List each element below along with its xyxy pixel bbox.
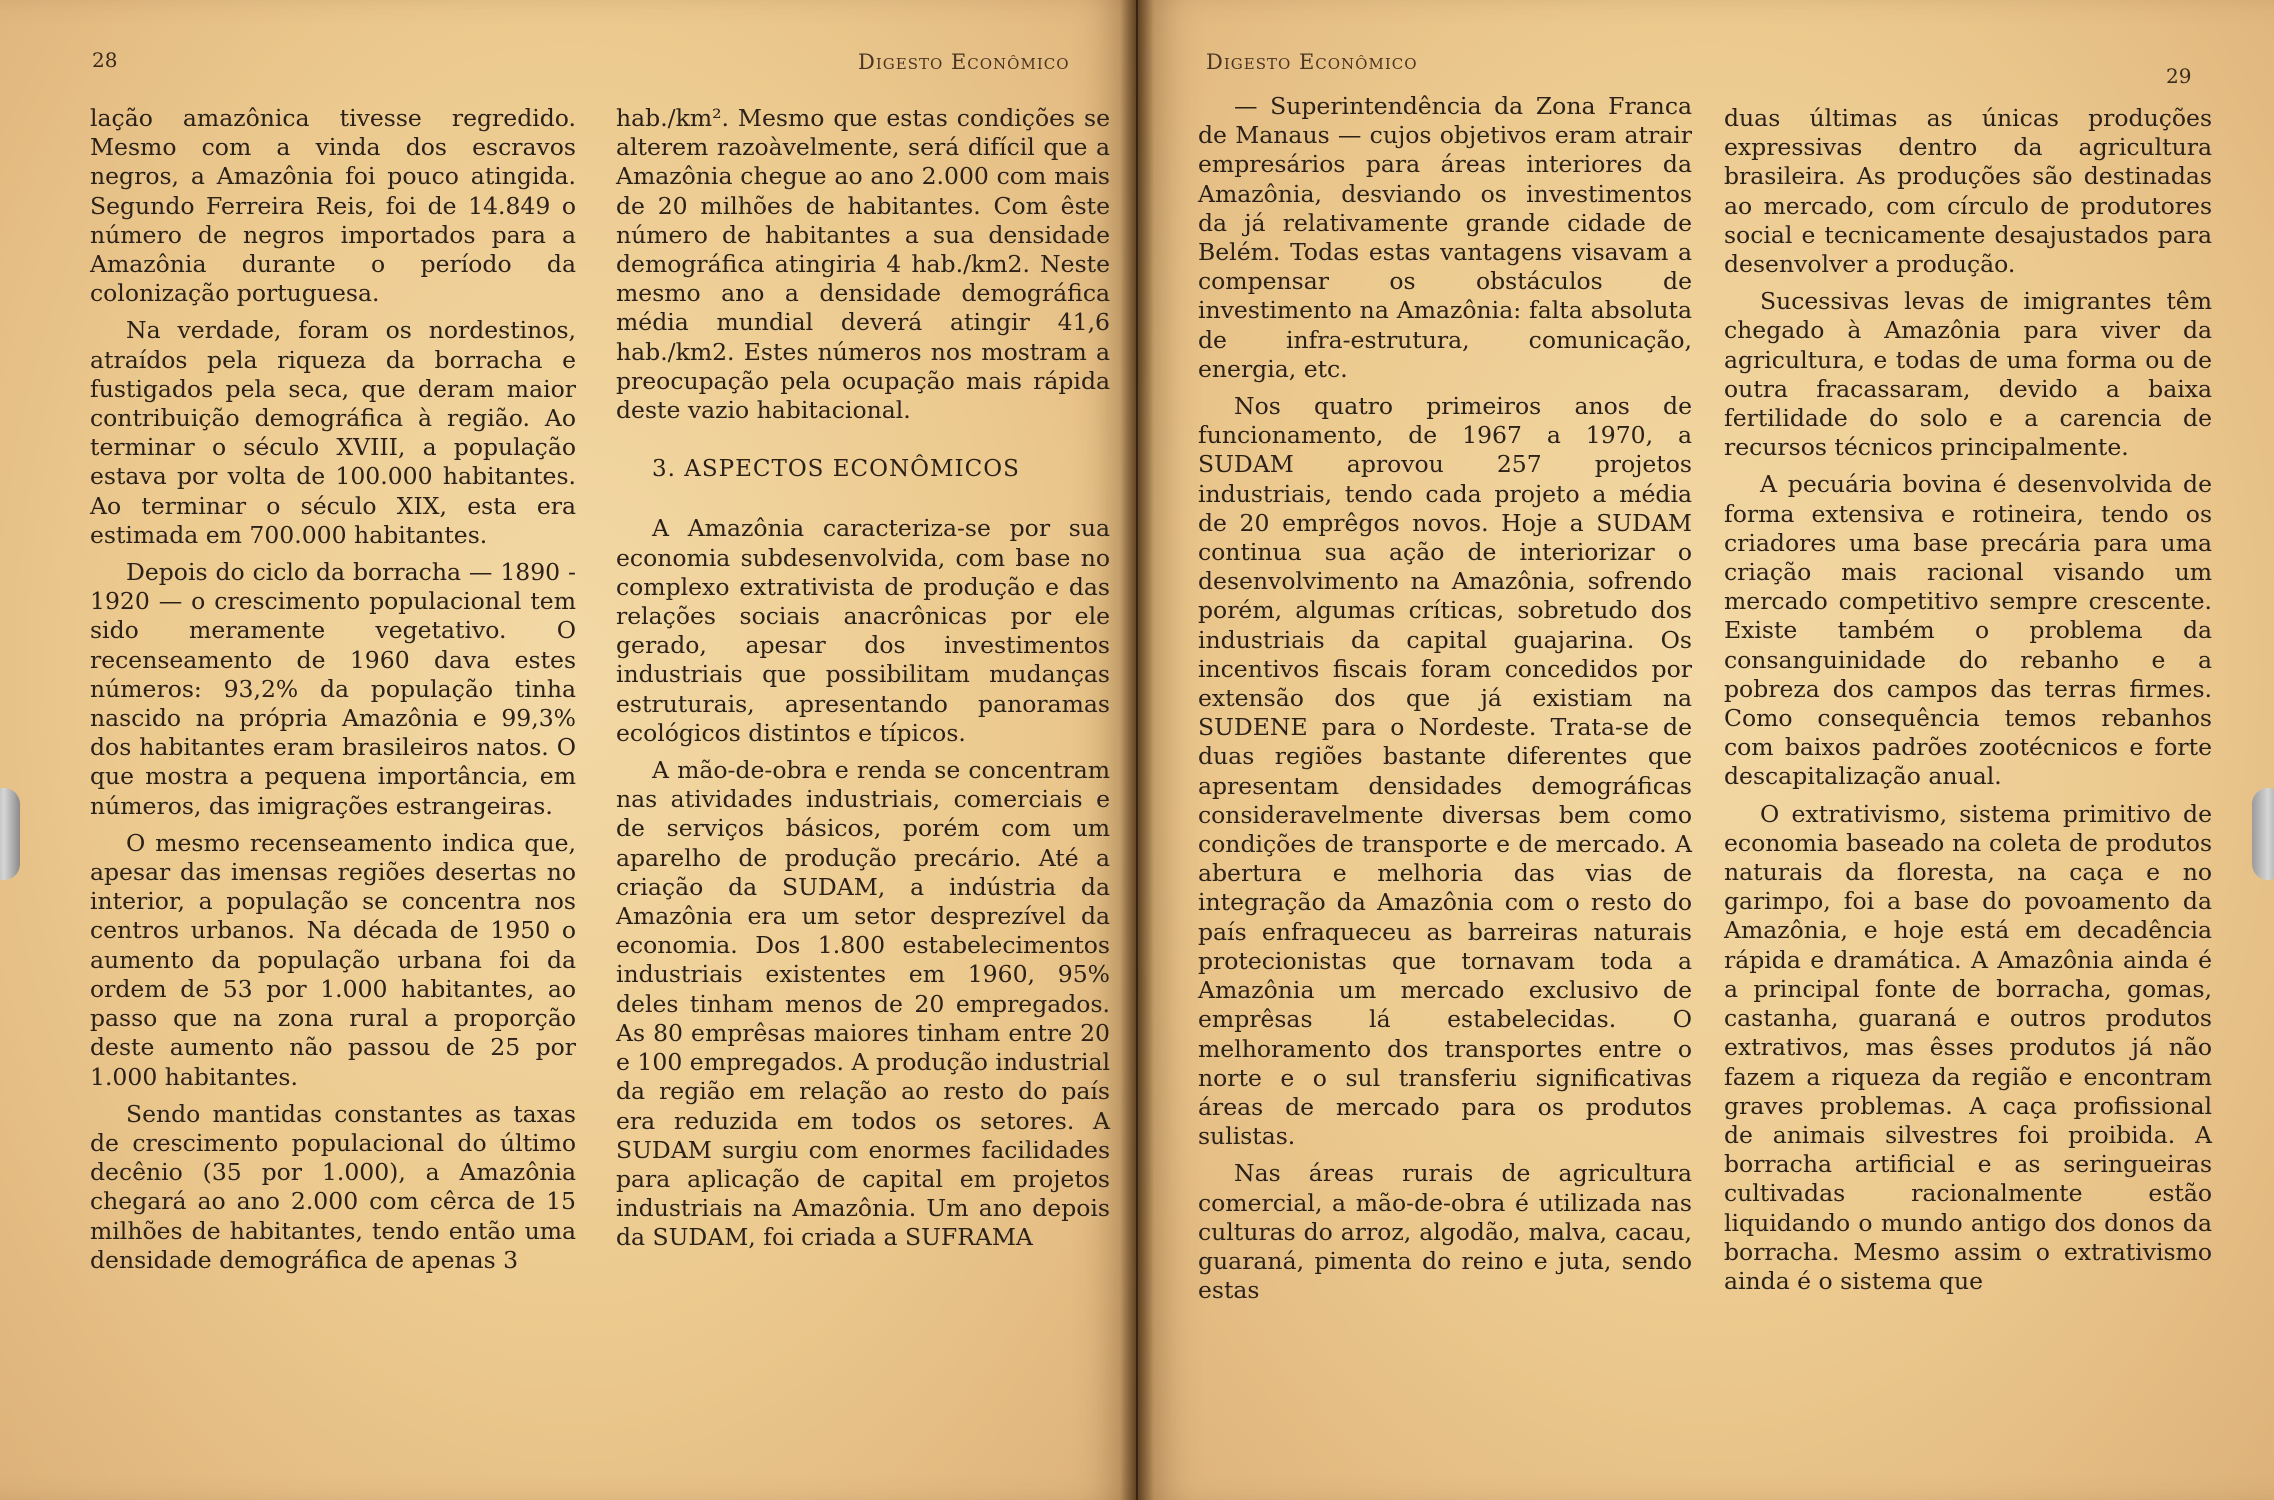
page-number: 28 [92,48,118,72]
paragraph: hab./km². Mesmo que estas condições se alterem razoàvelmente, será difícil que a Amazônia chegue ao ano 2.000 com mais de 20 milhões de habitantes. Com êste número de habitantes a sua densidade demográfica atingiria 4 hab./km2. Neste mesmo ano a densidade demográfica média mundial deverá atingir 41,6 hab./km2. Estes números nos mostram a preocupação pela ocupação mais rápida deste vazio habitacional. [616,104,1110,425]
paragraph: A Amazônia caracteriza-se por sua economia subdesenvolvida, com base no complexo extrativista de produção e das relações sociais anacrônicas por ele gerado, apesar dos investimentos industriais que possibilitam mudanças estruturais, apresentando panoramas ecológicos distintos e típicos. [616,514,1110,747]
page-clip-left [0,788,20,880]
paragraph: A mão-de-obra e renda se concentram nas atividades industriais, comerciais e de serviços básicos, porém com um aparelho de produção precário. Até a criação da SUDAM, a indústria da Amazônia era um setor desprezível da economia. Dos 1.800 estabelecimentos industriais existentes em 1960, 95% deles tinham menos de 20 empregados. As 80 emprêsas maiores tinham entre 20 e 100 empregados. A produção industrial da região em relação ao resto do país era reduzida em todos os setores. A SUDAM surgiu com enormes facilidades para aplicação de capital em projetos industriais na Amazônia. Um ano depois da SUDAM, foi criada a SUFRAMA [616,756,1110,1252]
paragraph: Nas áreas rurais de agricultura comercial, a mão-de-obra é utilizada nas culturas do arroz, algodão, malva, cacau, guaraná, pimenta do reino e juta, sendo estas [1198,1159,1692,1305]
right-page-column-1 [1198,92,1692,1313]
paragraph: O extrativismo, sistema primitivo de economia baseado na coleta de produtos naturais da floresta, na caça e no garimpo, foi a base do povoamento da Amazônia, e hoje está em decadência rápida e dramática. A Amazônia ainda é a principal fonte de borracha, gomas, castanha, guaraná e outros produtos extrativos, mas êsses produtos já não fazem a riqueza da região e encontram graves problemas. A caça profissional de animais silvestres foi proibida. A borracha artificial e as seringueiras cultivadas racionalmente estão liquidando o mundo antigo dos donos da borracha. Mesmo assim o extrativismo ainda é o sistema que [1724,799,2212,1295]
paragraph: O mesmo recenseamento indica que, apesar das imensas regiões desertas no interior, a população se concentra nos centros urbanos. Na década de 1950 o aumento da população urbana foi da ordem de 53 por 1.000 habitantes, ao passo que na zona rural a proporção deste aumento não passou de 25 por 1.000 habitantes. [90,828,576,1091]
left-page-column-1 [90,104,576,1283]
paragraph: Na verdade, foram os nordestinos, atraídos pela riqueza da borracha e fustigados pela seca, que deram maior contribuição demográfica à região. Ao terminar o século XVIII, a população estava por volta de 100.000 habitantes. Ao terminar o século XIX, esta era estimada em 700.000 habitantes. [90,316,576,549]
paragraph: lação amazônica tivesse regredido. Mesmo com a vinda dos escravos negros, a Amazônia foi pouco atingida. Segundo Ferreira Reis, foi de 14.849 o número de negros importados para a Amazônia durante o período da colonização portuguesa. [90,104,576,308]
paragraph: Sendo mantidas constantes as taxas de crescimento populacional do último decênio (35 por 1.000), a Amazônia chegará ao ano 2.000 com cêrca de 15 milhões de habitantes, tendo então uma densidade demográfica de apenas 3 [90,1099,576,1274]
left-page-column-2 [616,104,1110,1261]
paragraph: Depois do ciclo da borracha — 1890 - 1920 — o crescimento populacional tem sido meramente vegetativo. O recenseamento de 1960 dava estes números: 93,2% da população tinha nascido na própria Amazônia e 99,3% dos habitantes eram brasileiros natos. O que mostra a pequena importância, em números, das imigrações estrangeiras. [90,558,576,820]
running-head: Digesto Econômico [1206,50,1418,74]
page-clip-right [2252,788,2274,880]
paragraph: Nos quatro primeiros anos de funcionamento, de 1967 a 1970, a SUDAM aprovou 257 projetos industriais, tendo cada projeto a média de 20 emprêgos novos. Hoje a SUDAM continua sua ação de interiorizar o desenvolvimento na Amazônia, sofrendo porém, algumas críticas, sobretudo dos industriais da capital guajarina. Os incentivos fiscais foram concedidos por extensão dos que já existiam na SUDENE para o Nordeste. Trata-se de duas regiões bastante diferentes que apresentam densidades demográficas consideravelmente diversas bem como condições de transporte e de mercado. A abertura e melhoria das vias de integração da Amazônia com o resto do país enfraqueceu as barreiras naturais protecionistas que tornavam toda a Amazônia um mercado exclusivo de emprêsas lá estabelecidas. O melhoramento dos transportes entre o norte e o sul transferiu significativas áreas de mercado para os produtos sulistas. [1198,392,1692,1151]
page-number: 29 [2166,64,2192,88]
paragraph: A pecuária bovina é desenvolvida de forma extensiva e rotineira, tendo os criadores uma base precária para uma criação mais racional visando um mercado competitivo sempre crescente. Existe também o problema da consanguinidade do rebanho e a pobreza dos campos das terras firmes. Como consequência temos rebanhos com baixos padrões zootécnicos e forte descapitalização anual. [1724,470,2212,791]
paragraph: — Superintendência da Zona Franca de Manaus — cujos objetivos eram atrair empresários para áreas interiores da Amazônia, desviando os investimentos da já relativamente grande cidade de Belém. Todas estas vantagens visavam a compensar os obstáculos de investimento na Amazônia: falta absoluta de infra-estrutura, comunicação, energia, etc. [1198,92,1692,383]
left-page [0,0,1136,1500]
running-head: Digesto Econômico [858,50,1070,74]
section-heading: 3. ASPECTOS ECONÔMICOS [652,456,1020,483]
right-page-column-2 [1724,104,2212,1304]
right-page [1138,0,2274,1500]
paragraph: duas últimas as únicas produções expressivas dentro da agricultura brasileira. As produções são destinadas ao mercado, com círculo de produtores social e tecnicamente desajustados para desenvolver a produção. [1724,104,2212,279]
book-gutter [1120,0,1154,1500]
paragraph: Sucessivas levas de imigrantes têm chegado à Amazônia para viver da agricultura, e todas de uma forma ou de outra fracassaram, devido a baixa fertilidade do solo e a carencia de recursos técnicos principalmente. [1724,287,2212,462]
